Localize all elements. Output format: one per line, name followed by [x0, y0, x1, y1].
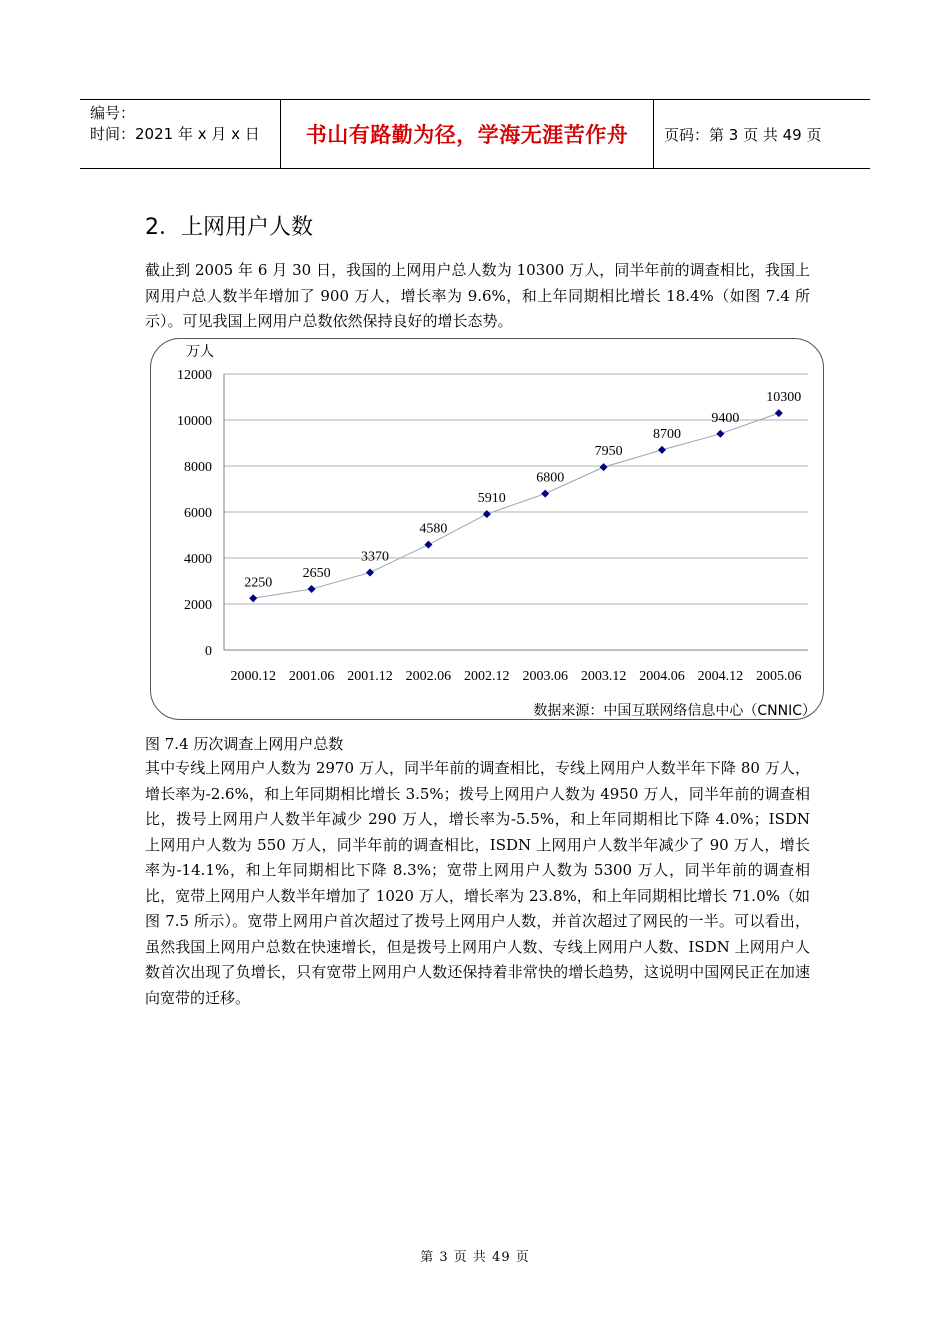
series-line: [253, 410, 779, 598]
motto-text: 书山有路勤为径，学海无涯苦作舟: [305, 123, 629, 147]
data-label: 3370: [361, 549, 389, 565]
paragraph-detail: 其中专线上网用户人数为 2970 万人，同半年前的调查相比，专线上网用户人数半年下降 80 万人，增长率为-2.6%，和上年同期相比增长 3.5%；拨号上网用户人数为 4950 万人，同半年前的调查相比，拨号上网用户人数半年减少 290 万人，增长率为-5.5%，和上年同期相比下降 4.0%；ISDN 上网用户人数为 550 万人，同半年前的调查相比，ISDN 上网用户人数半年减少了 90 万人，增长率为-14.1%，和上年同期相比下降 8.3%；宽带上网用户人数为 5300 万人，同半年前的调查相比，宽带上网用户人数半年增加了 1020 万人，增长率为 23.8%，和上年同期相比增长 71.0%（如图 7.5 所示）。宽带上网用户首次超过了拨号上网用户人数，并首次超过了网民的一半。可以看出，虽然我国上网用户总数在快速增长，但是拨号上网用户人数、专线上网用户人数、ISDN 上网用户人数首次出现了负增长，只有宽带上网用户人数还保持着非常快的增长趋势，这说明中国网民正在加速向宽带的迁移。: [145, 759, 810, 1007]
header-page-cell: [654, 100, 870, 168]
data-label: 5910: [477, 491, 506, 507]
line-chart: [150, 338, 830, 728]
data-point: [366, 568, 374, 576]
header-left-cell: [80, 100, 281, 168]
x-tick-label: 2004.12: [697, 669, 744, 684]
x-tick-label: 2000.12: [230, 669, 276, 684]
data-label: 6800: [536, 470, 565, 486]
data-point: [658, 446, 666, 454]
time-label: 时间：2021 年 x 月 x 日: [90, 125, 260, 143]
data-label: 9400: [711, 410, 740, 426]
page-footer: 第 3 页 共 49 页: [420, 1250, 530, 1265]
data-point: [716, 430, 724, 438]
data-label: 10300: [766, 390, 802, 406]
page-label: 页码：第 3 页 共 49 页: [664, 125, 822, 144]
y-tick-label: 0: [205, 644, 212, 659]
data-point: [775, 409, 783, 417]
x-tick-label: 2002.06: [405, 669, 452, 684]
data-point: [483, 510, 491, 518]
number-label: 编号：: [90, 104, 136, 122]
chart-source: 数据来源：中国互联网络信息中心（CNNIC）: [533, 703, 816, 719]
data-point: [424, 541, 432, 549]
data-label: 2250: [244, 575, 273, 591]
data-label: 4580: [419, 521, 448, 537]
paragraph-intro: 截止到 2005 年 6 月 30 日，我国的上网用户总人数为 10300 万人，同半年前的调查相比，我国上网用户总人数半年增加了 900 万人，增长率为 9.6%，和上年同期相比增长 18.4%（如图 7.4 所示）。可见我国上网用户总数依然保持良好的增长态势。: [145, 261, 810, 330]
data-label: 2650: [302, 566, 331, 582]
x-tick-label: 2003.06: [522, 669, 568, 684]
x-tick-label: 2002.12: [464, 669, 510, 684]
data-point: [600, 463, 608, 471]
y-tick-label: 12000: [177, 368, 212, 383]
header-table: [80, 99, 870, 169]
data-point: [308, 585, 316, 593]
y-tick-label: 10000: [177, 414, 212, 429]
y-tick-label: 6000: [184, 506, 212, 521]
x-tick-label: 2001.06: [288, 669, 335, 684]
data-label: 7950: [594, 444, 623, 460]
data-label: 8700: [653, 426, 681, 442]
y-tick-label: 8000: [184, 460, 212, 475]
header-motto-cell: [281, 100, 654, 168]
data-point: [541, 490, 549, 498]
x-tick-label: 2003.12: [580, 669, 627, 684]
x-tick-label: 2005.06: [756, 669, 802, 684]
x-tick-label: 2004.06: [639, 669, 685, 684]
section-title: 2．上网用户人数: [145, 215, 313, 240]
x-tick-label: 2001.12: [347, 669, 393, 684]
y-axis-unit: 万人: [186, 345, 214, 360]
figure-caption: 图 7.4 历次调查上网用户总数: [145, 735, 344, 753]
y-tick-label: 2000: [184, 598, 212, 613]
y-tick-label: 4000: [184, 552, 212, 567]
data-point: [249, 594, 257, 602]
